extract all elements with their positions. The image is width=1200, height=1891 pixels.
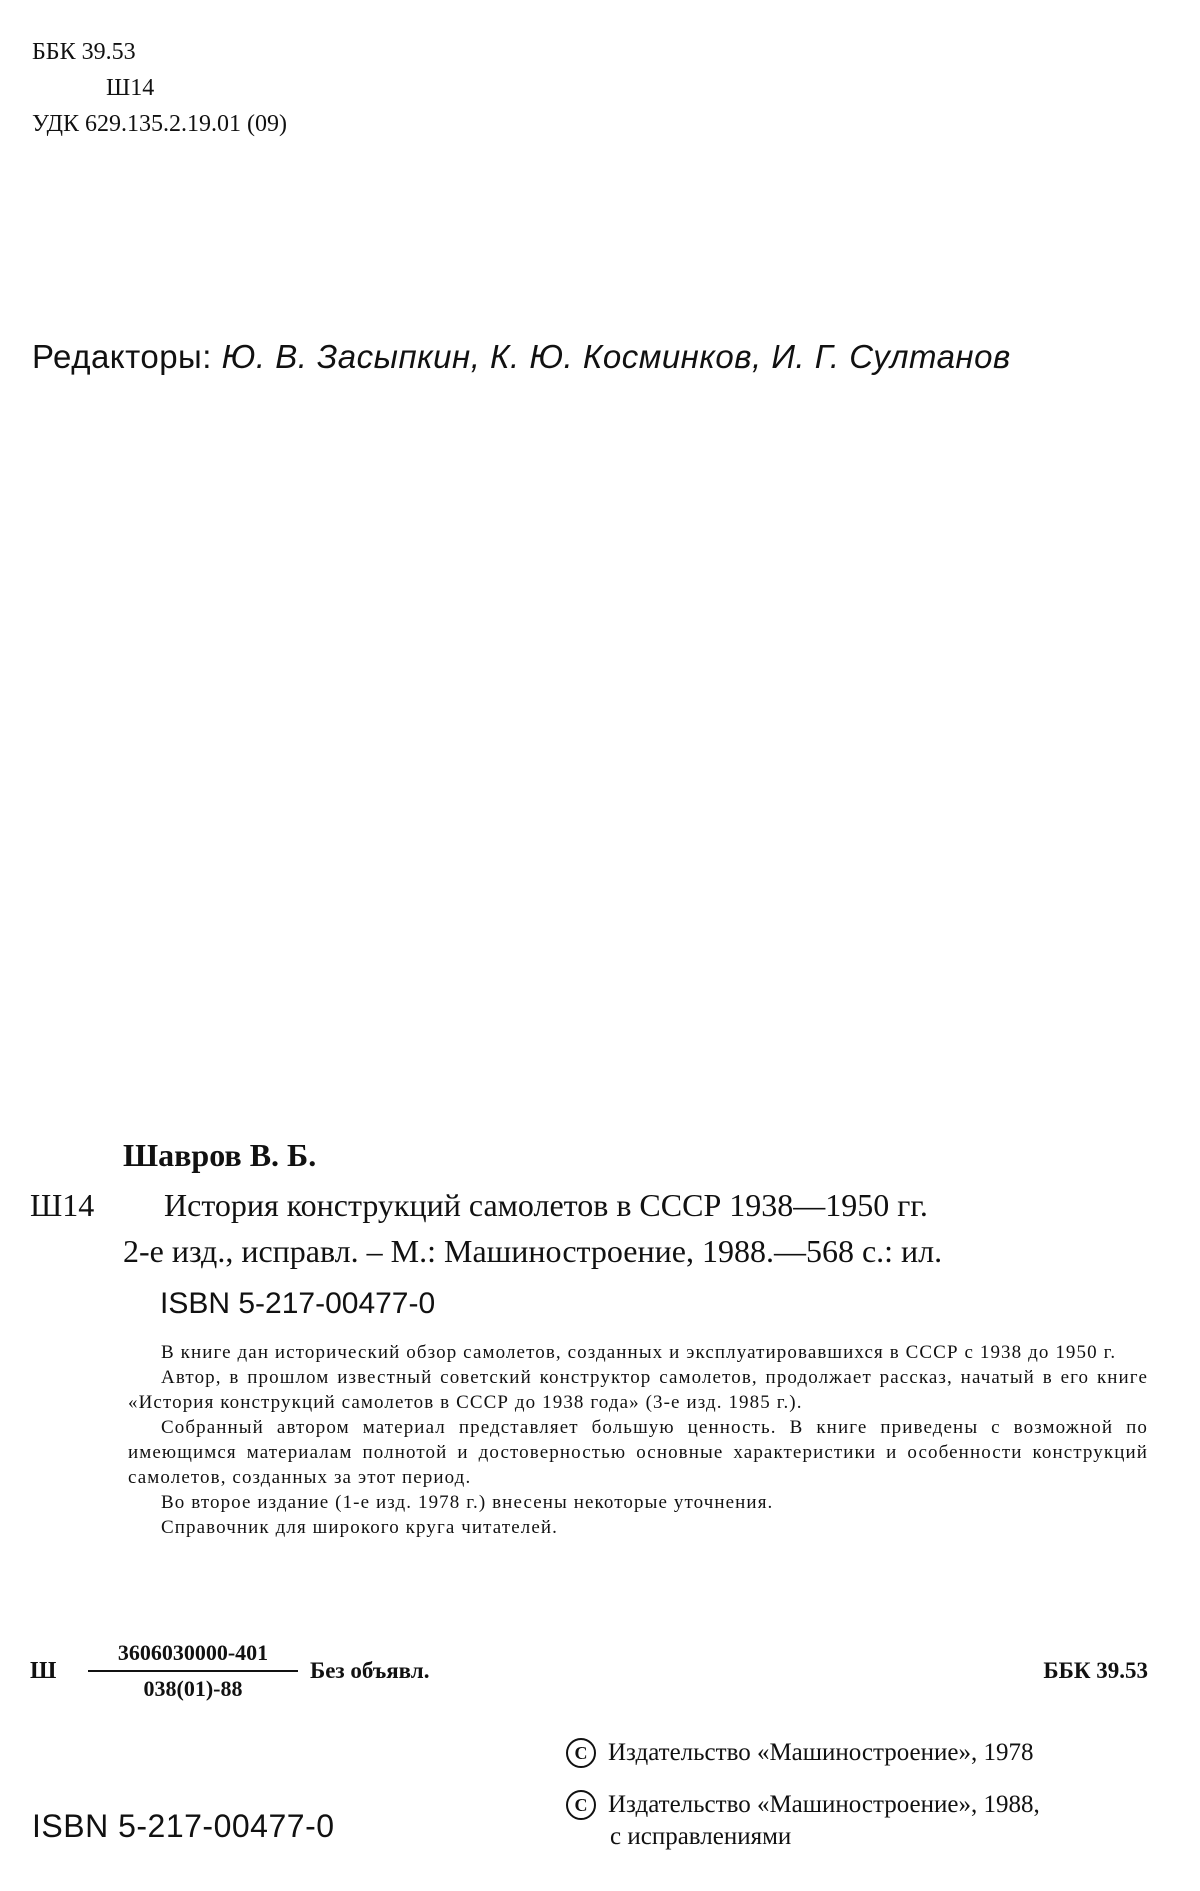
bbk-code: ББК 39.53 — [32, 39, 136, 65]
bottom-isbn: ISBN 5-217-00477-0 — [32, 1808, 335, 1844]
copyright-second — [566, 1789, 1040, 1853]
index-numerator: 3606030000-401 — [88, 1640, 298, 1672]
copyright-icon: C — [566, 1738, 596, 1768]
bbk-right: ББК 39.53 — [1043, 1658, 1148, 1683]
card-code: Ш14 — [30, 1187, 95, 1223]
copyright-first — [566, 1737, 1034, 1769]
annotation-paragraph: Во второе издание (1-е изд. 1978 г.) внесены некоторые уточнения. — [161, 1492, 774, 1513]
annotation-paragraph: Автор, в прошлом известный советский конструктор самолетов, продолжает рассказ, начатый в его книге «История конструкций самолетов в СССР до 1938 года» (3-е изд. 1985 г.). — [128, 1367, 1148, 1413]
udk-code: УДК 629.135.2.19.01 (09) — [32, 111, 287, 137]
editors-label: Редакторы: — [32, 338, 212, 375]
author-mark: Ш14 — [106, 75, 155, 101]
annotation-paragraph: Справочник для широкого круга читателей. — [161, 1517, 558, 1538]
index-letter: Ш — [30, 1658, 57, 1684]
card-isbn: ISBN 5-217-00477-0 — [160, 1287, 436, 1320]
author-name: Шавров В. Б. — [123, 1137, 317, 1173]
editors-names: Ю. В. Засыпкин, К. Ю. Косминков, И. Г. Султанов — [221, 338, 1011, 375]
index-fraction — [88, 1640, 298, 1702]
copyright-first-text: Издательство «Машиностроение», 1978 — [608, 1739, 1034, 1766]
index-denominator: 038(01)-88 — [143, 1676, 243, 1701]
book-title-line: История конструкций самолетов в СССР 1938—1950 гг. — [164, 1187, 928, 1223]
annotation-paragraph: Собранный автором материал представляет большую ценность. В книге приведены с возможной по имеющимся материалам полнотой и достоверностью основные характеристики и особенности конструкций самолетов, созданных за этот период. — [128, 1417, 1148, 1488]
copyright-icon: C — [566, 1790, 596, 1820]
imprint-line: 2-е изд., исправл. – М.: Машиностроение, 1988.—568 с.: ил. — [123, 1233, 943, 1269]
copyright-second-text: Издательство «Машиностроение», 1988, — [608, 1791, 1040, 1818]
no-announcement-note: Без объявл. — [310, 1658, 430, 1683]
copyright-second-cont: с исправлениями — [610, 1823, 792, 1850]
annotation — [128, 1340, 1148, 1540]
annotation-paragraph: В книге дан исторический обзор самолетов, созданных и эксплуатировавшихся в СССР с 1938 до 1950 г. — [161, 1342, 1117, 1363]
editors-line — [32, 338, 1011, 376]
